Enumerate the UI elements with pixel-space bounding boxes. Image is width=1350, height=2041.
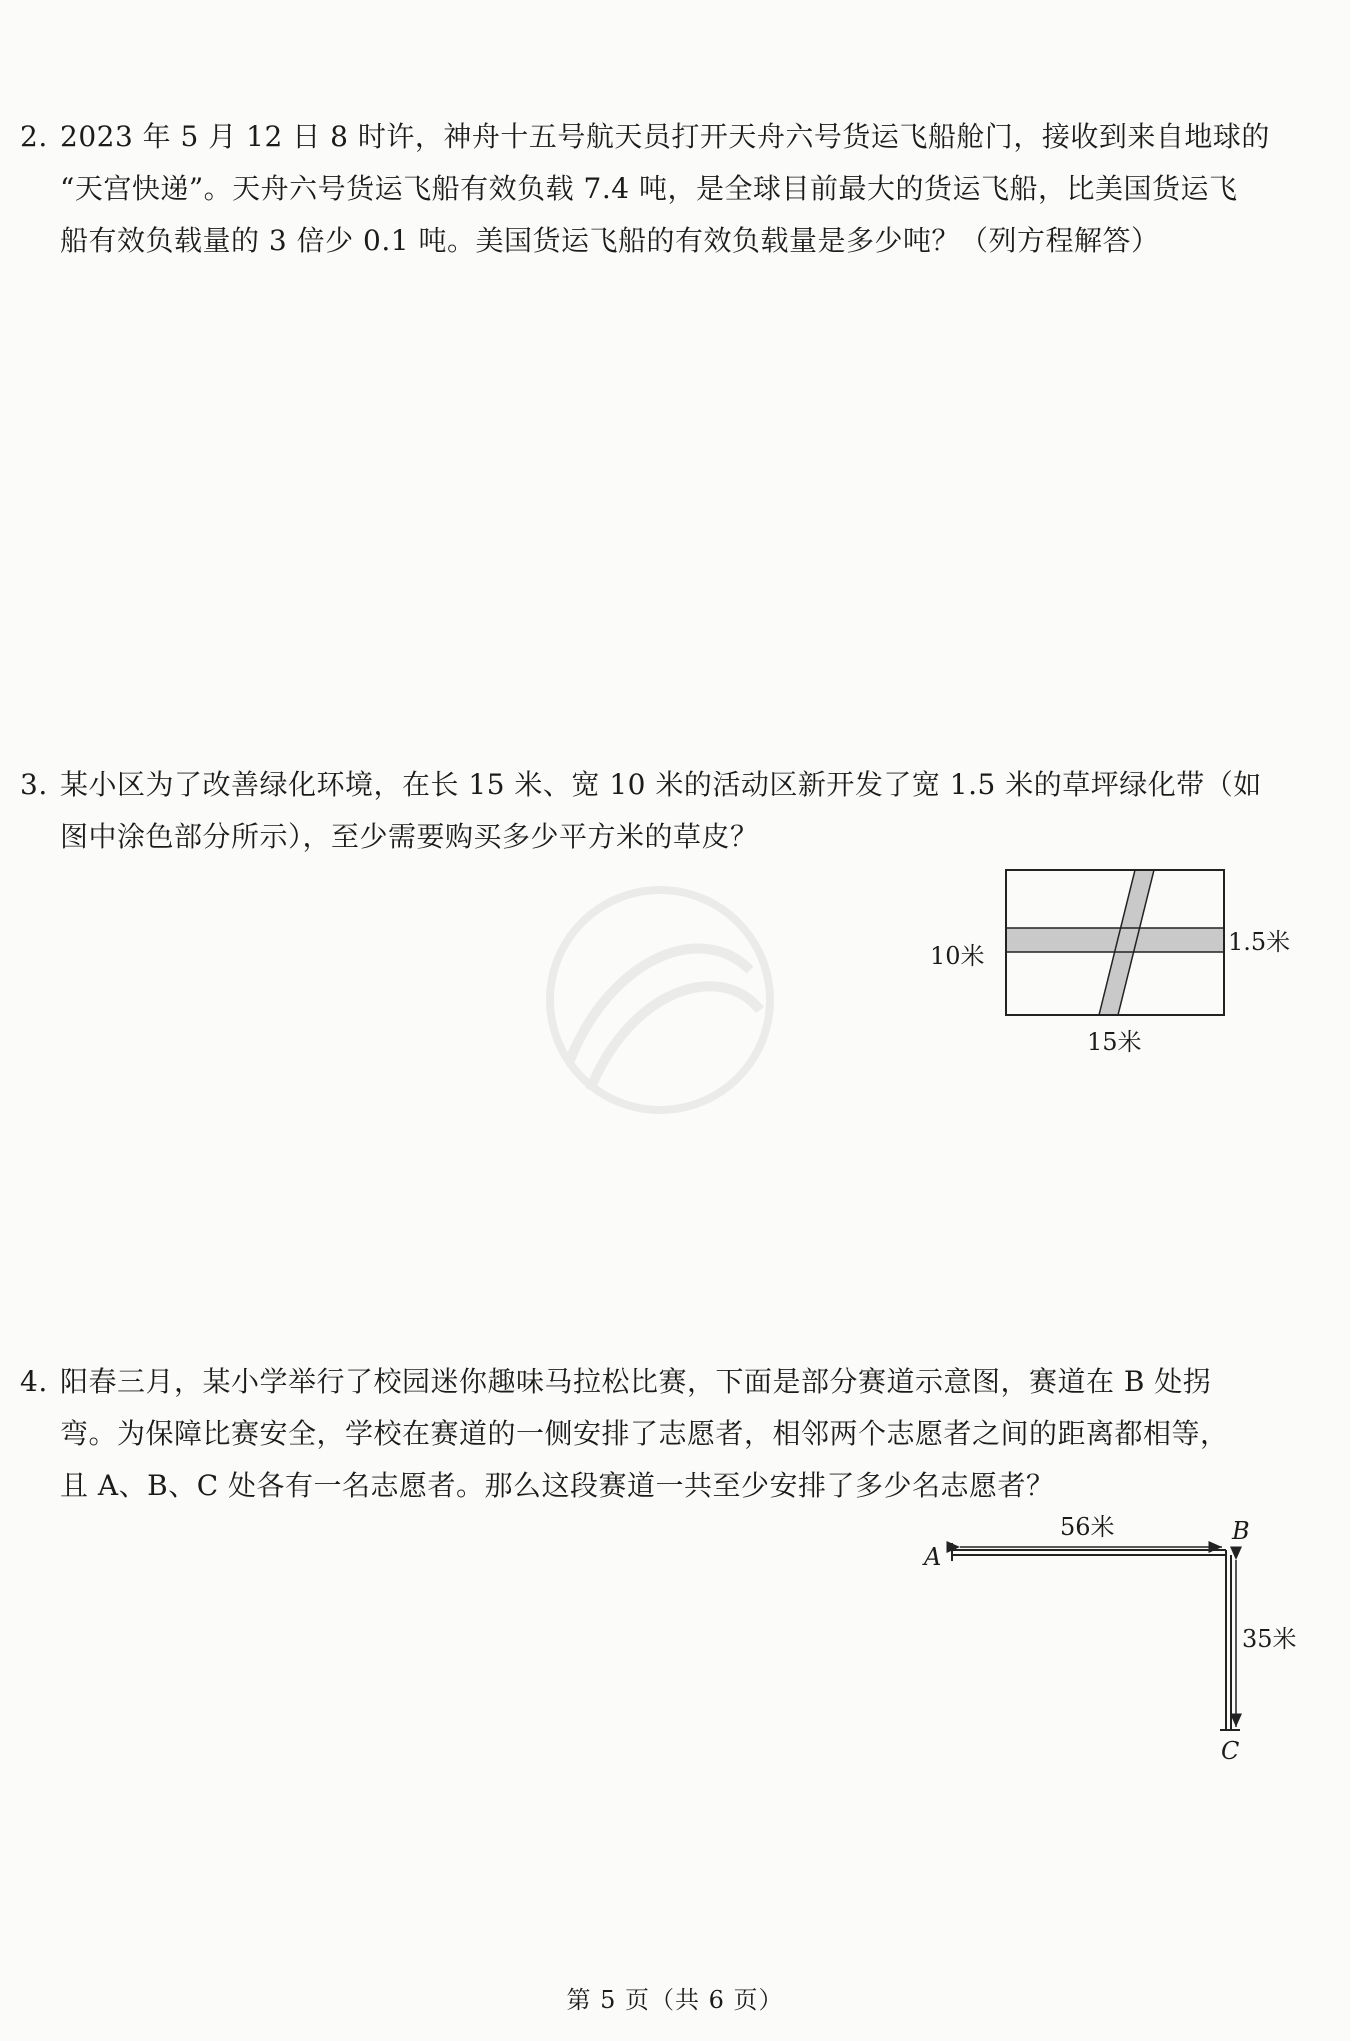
problem-3-figure — [930, 860, 1310, 1060]
strip-width-label: 1.5米 — [1228, 928, 1291, 956]
problem-4-number: 4. — [20, 1365, 48, 1398]
bc-distance-label: 35米 — [1242, 1625, 1297, 1653]
problem-2-line-3: 船有效负载量的 3 倍少 0.1 吨。美国货运飞船的有效负载量是多少吨？（列方程解答） — [60, 224, 1160, 257]
problem-3-line-2: 图中涂色部分所示），至少需要购买多少平方米的草皮？ — [60, 820, 759, 853]
length-label: 15米 — [1087, 1028, 1142, 1056]
stamp-watermark — [500, 880, 820, 1180]
point-c-label: C — [1221, 1737, 1240, 1765]
width-label: 10米 — [930, 942, 985, 970]
problem-4-line-1: 4. 阳春三月，某小学举行了校园迷你趣味马拉松比赛，下面是部分赛道示意图，赛道在 B 处拐 — [20, 1365, 1212, 1398]
page-footer: 第 5 页（共 6 页） — [566, 1986, 784, 2014]
problem-3-number: 3. — [20, 768, 48, 801]
problem-2-line-1: 2. 2023 年 5 月 12 日 8 时许，神舟十五号航天员打开天舟六号货运飞船舱门，接收到来自地球的 — [20, 120, 1270, 153]
problem-3-line-1: 3. 某小区为了改善绿化环境，在长 15 米、宽 10 米的活动区新开发了宽 1.5 米的草坪绿化带（如 — [20, 768, 1262, 801]
problem-2-number: 2. — [20, 120, 48, 153]
problem-4-figure — [910, 1505, 1310, 1765]
problem-2-line-2: “天宫快递”。天舟六号货运飞船有效负载 7.4 吨，是全球目前最大的货运飞船，比美国货运飞 — [60, 172, 1238, 205]
ab-distance-label: 56米 — [1060, 1513, 1115, 1541]
point-a-label: A — [924, 1543, 942, 1571]
problem-4-line-3: 且 A、B、C 处各有一名志愿者。那么这段赛道一共至少安排了多少名志愿者？ — [60, 1469, 1055, 1502]
problem-4-line-2: 弯。为保障比赛安全，学校在赛道的一侧安排了志愿者，相邻两个志愿者之间的距离都相等， — [60, 1417, 1229, 1450]
point-b-label: B — [1232, 1517, 1250, 1545]
